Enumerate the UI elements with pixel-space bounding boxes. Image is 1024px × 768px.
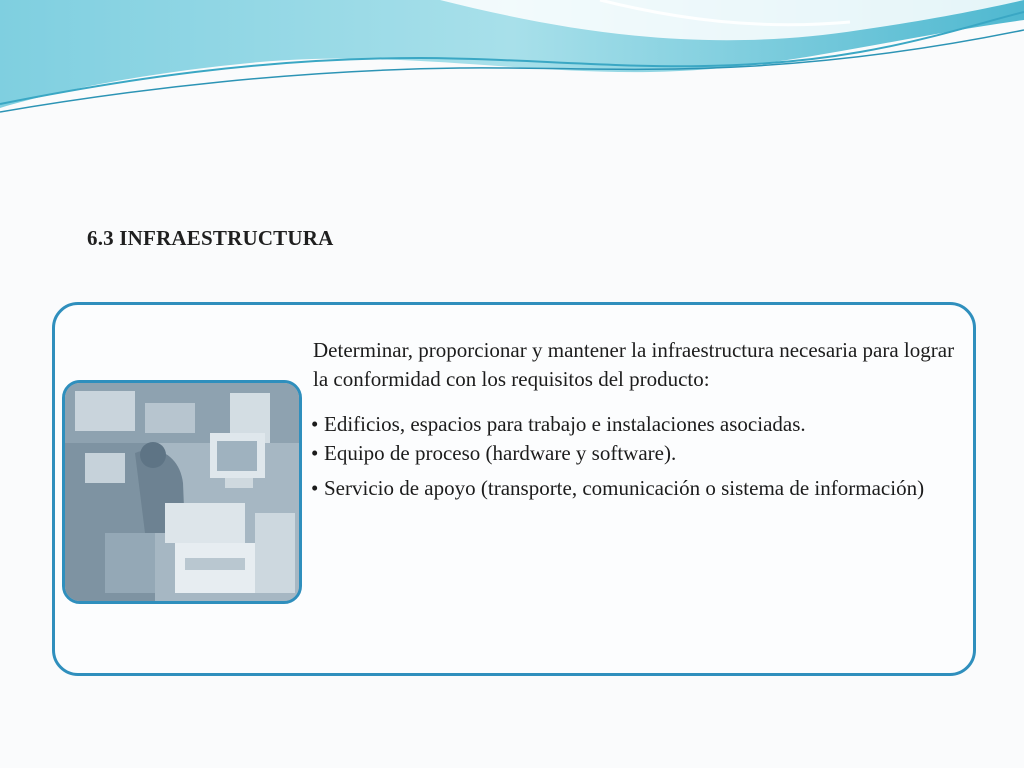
office-photo	[62, 380, 302, 604]
intro-text: Determinar, proporcionar y mantener la infraestructura necesaria para lograr la conformidad con los requisitos del producto:	[313, 338, 955, 391]
office-photo-icon	[65, 383, 301, 603]
card-text	[313, 336, 963, 503]
bullet-item: • Servicio de apoyo (transporte, comunicación o sistema de información)	[313, 474, 963, 503]
bullet-item: • Edificios, espacios para trabajo e instalaciones asociadas.	[313, 410, 963, 439]
slide-title: 6.3 INFRAESTRUCTURA	[87, 226, 334, 250]
bullet-item: • Equipo de proceso (hardware y software).	[313, 439, 963, 468]
bullet-list	[313, 410, 963, 503]
wave-header-decoration	[0, 0, 1024, 120]
